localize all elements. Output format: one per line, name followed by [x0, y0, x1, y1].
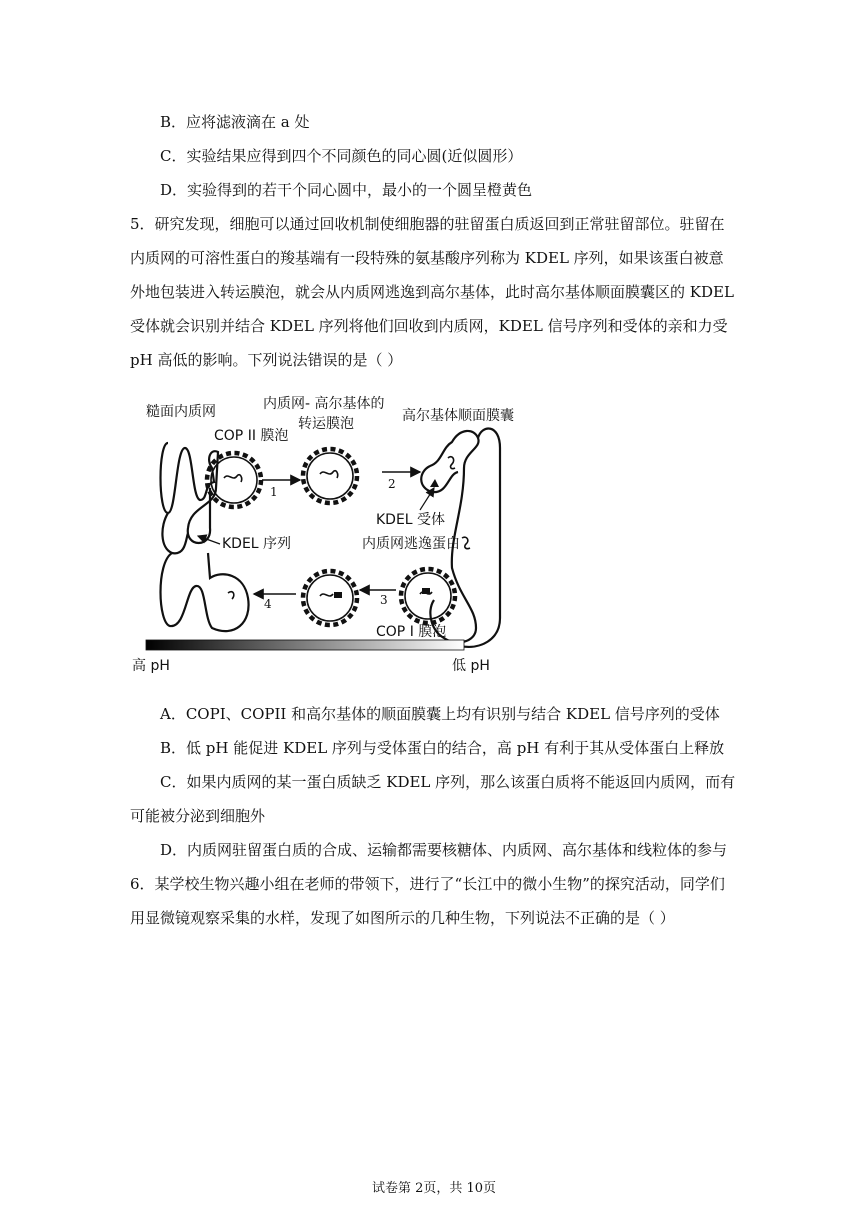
ph-gradient-bar	[146, 640, 464, 650]
question-5-line-4: 受体就会识别并结合 KDEL 序列将他们回收到内质网，KDEL 信号序列和受体的亲和力受	[130, 317, 728, 335]
kdel-recycling-diagram	[130, 388, 520, 678]
kdel-sequence-label: KDEL 序列	[222, 536, 292, 552]
page-footer: 试卷第 2页，共 10页	[371, 1181, 497, 1196]
low-ph-label: 低 pH	[452, 658, 490, 674]
question-6-line-1: 6．某学校生物兴趣小组在老师的带领下，进行了“长江中的微小生物”的探究活动，同学们	[130, 875, 725, 893]
step-1: 1	[270, 485, 278, 499]
er-golgi-vesicle-label-1: 内质网- 高尔基体的	[263, 396, 385, 412]
kdel-receptor-label: KDEL 受体	[376, 512, 446, 528]
option-d: D．内质网驻留蛋白质的合成、运输都需要核糖体、内质网、高尔基体和线粒体的参与	[160, 841, 728, 859]
option-c-prev: C．实验结果应得到四个不同颜色的同心圆(近似圆形）	[160, 147, 523, 165]
copi-label: COP I 膜泡	[376, 624, 447, 640]
copii-vesicle	[207, 453, 261, 507]
question-5-line-1: 5．研究发现，细胞可以通过回收机制使细胞器的驻留蛋白质返回到正常驻留部位。驻留在	[130, 215, 725, 233]
high-ph-label: 高 pH	[132, 658, 170, 674]
option-a: A．COPI、COPII 和高尔基体的顺面膜囊上均有识别与结合 KDEL 信号序列的受体	[160, 705, 720, 723]
er-golgi-transport-vesicle	[303, 449, 357, 503]
option-b-prev: B．应将滤液滴在 a 处	[160, 113, 310, 131]
cis-golgi-label: 高尔基体顺面膜囊	[402, 408, 514, 424]
step-4: 4	[264, 597, 272, 611]
copi-vesicle	[401, 569, 455, 623]
step-3: 3	[380, 593, 388, 607]
returning-vesicle	[303, 571, 357, 625]
er-golgi-vesicle-label-2: 转运膜泡	[298, 416, 354, 432]
question-6-line-2: 用显微镜观察采集的水样，发现了如图所示的几种生物，下列说法不正确的是（ ）	[130, 909, 675, 927]
question-5-line-5: pH 高低的影响。下列说法错误的是（ ）	[130, 351, 403, 369]
option-c-line-2: 可能被分泌到细胞外	[130, 807, 266, 825]
copii-label: COP II 膜泡	[214, 428, 289, 444]
step-2: 2	[388, 477, 396, 491]
question-5-line-2: 内质网的可溶性蛋白的羧基端有一段特殊的氨基酸序列称为 KDEL 序列，如果该蛋白被意	[130, 249, 724, 267]
rough-er-label: 糙面内质网	[146, 404, 216, 420]
escaped-protein-label: 内质网逃逸蛋白	[362, 536, 460, 552]
option-d-prev: D．实验得到的若干个同心圆中，最小的一个圆呈橙黄色	[160, 181, 533, 199]
option-c-line-1: C．如果内质网的某一蛋白质缺乏 KDEL 序列，那么该蛋白质将不能返回内质网，而有	[160, 773, 736, 791]
question-5-line-3: 外地包装进入转运膜泡，就会从内质网逃逸到高尔基体，此时高尔基体顺面膜囊区的 KDEL	[130, 283, 734, 301]
option-b: B．低 pH 能促进 KDEL 序列与受体蛋白的结合，高 pH 有利于其从受体蛋白上释放	[160, 739, 725, 757]
